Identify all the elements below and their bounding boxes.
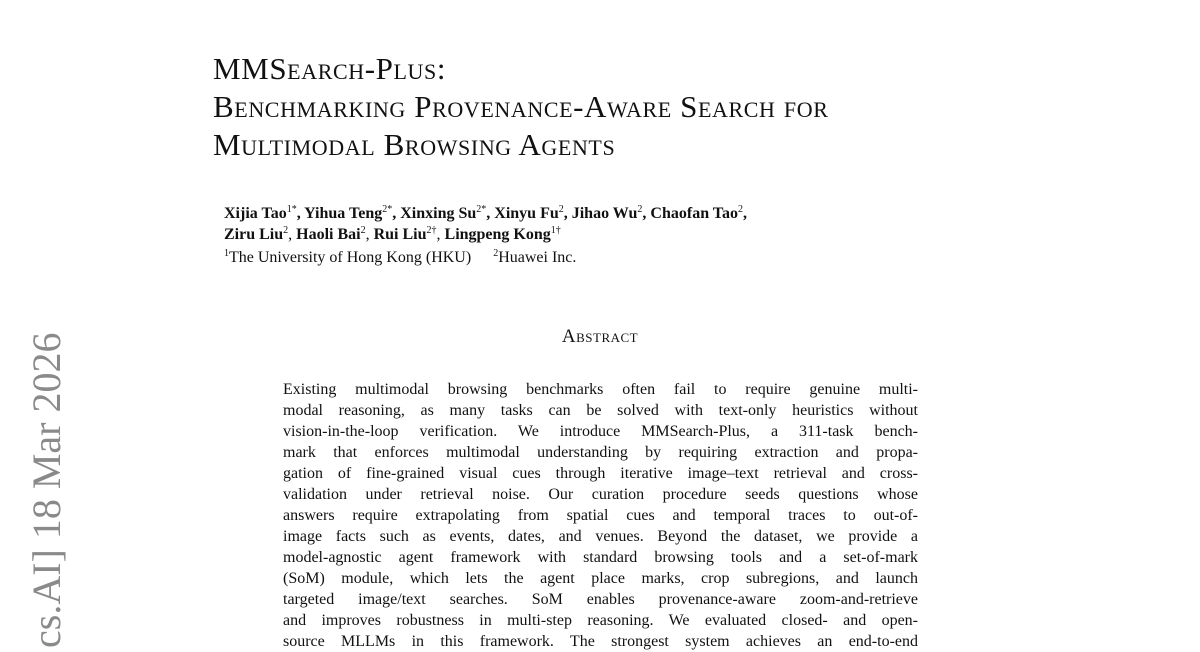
author-line: Xijia Tao$^{1*}$, Yihua Teng$^{2*}$, Xinxing $Su^{2*}$, Xinyu Fu$^2$, Jihao Wu$^2$, Chaofan Tao$^2$, xyxy=(224,204,747,222)
abstract-body xyxy=(283,379,918,652)
author-affil-mark: 2* xyxy=(382,204,393,215)
author-name: Xinxing Su xyxy=(400,205,477,222)
affiliation-line xyxy=(224,247,576,268)
abstract-line: gation of fine-grained visual cues through iterative image–text retrieval and cross- xyxy=(283,465,918,482)
author-name: Chaofan Tao xyxy=(650,205,738,222)
abstract-line: modal reasoning, as many tasks can be solved with text-only heuristics without xyxy=(283,402,918,419)
abstract-line: source MLLMs in this framework. The strongest system achieves an end-to-end xyxy=(283,633,918,650)
author-affil-mark: 2† xyxy=(426,225,437,236)
title-line: Multimodal Browsing Agents xyxy=(213,127,616,162)
abstract-line: targeted image/text searches. SoM enables provenance-aware zoom-and-retrieve xyxy=(283,591,918,608)
author-affil-mark: 1* xyxy=(286,204,297,215)
author-name: Rui Liu xyxy=(373,226,427,243)
author-affil-mark: 1† xyxy=(550,225,561,236)
paper-title xyxy=(213,50,828,164)
abstract-line: (SoM) module, which lets the agent place marks, crop subregions, and launch xyxy=(283,570,918,587)
abstract-line: validation under retrieval noise. Our curation procedure seeds questions whose xyxy=(283,486,918,503)
author-list xyxy=(224,203,747,245)
abstract-heading: Abstract xyxy=(561,326,639,347)
author-name: Xinyu Fu xyxy=(494,205,559,222)
author-line: Ziru Liu$^2$, Haoli Bai$^2$, Rui Liu$^{2\dagger}$, Lingpeng Kong$^{1\dagger}$ xyxy=(224,225,561,243)
title-line: MMSearch-Plus: xyxy=(213,51,447,86)
affiliation-name: The University of Hong Kong (HKU) xyxy=(229,249,472,266)
author-affil-mark: 2 xyxy=(360,225,366,236)
author-name: Ziru Liu xyxy=(224,226,284,243)
author-affil-mark: 2* xyxy=(476,204,487,215)
author-affil-mark: 2 xyxy=(637,204,643,215)
abstract-line: mark that enforces multimodal understanding by requiring extraction and propa- xyxy=(283,444,918,461)
abstract-line: vision-in-the-loop verification. We introduce MMSearch-Plus, a 311-task bench- xyxy=(283,423,918,440)
arxiv-sidebar-stamp: cs.AI] 18 Mar 2026 xyxy=(24,332,69,648)
author-affil-mark: 2 xyxy=(738,204,743,215)
affiliation-name: Huawei Inc. xyxy=(498,249,577,266)
abstract-line: model-agnostic agent framework with standard browsing tools and a set-of-mark xyxy=(283,549,918,566)
author-affil-mark: 2 xyxy=(283,225,289,236)
affiliation-mark: 2 xyxy=(493,248,499,259)
abstract-line: Existing multimodal browsing benchmarks often fail to require genuine multi- xyxy=(283,381,918,398)
author-name: Xijia Tao xyxy=(224,205,287,222)
abstract-line: and improves robustness in multi-step reasoning. We evaluated closed- and open- xyxy=(283,612,918,629)
author-name: Yihua Teng xyxy=(304,205,383,222)
author-name: Jihao Wu xyxy=(571,205,638,222)
abstract-line: image facts such as events, dates, and venues. Beyond the dataset, we provide a xyxy=(283,528,918,545)
author-affil-mark: 2 xyxy=(558,204,564,215)
affiliation-mark: 1 xyxy=(224,248,229,259)
author-name: Haoli Bai xyxy=(296,226,361,243)
author-name: Lingpeng Kong xyxy=(444,226,551,243)
abstract-line: answers require extrapolating from spatial cues and temporal traces to out-of- xyxy=(283,507,918,524)
title-line: Benchmarking Provenance-Aware Search for xyxy=(213,89,829,124)
